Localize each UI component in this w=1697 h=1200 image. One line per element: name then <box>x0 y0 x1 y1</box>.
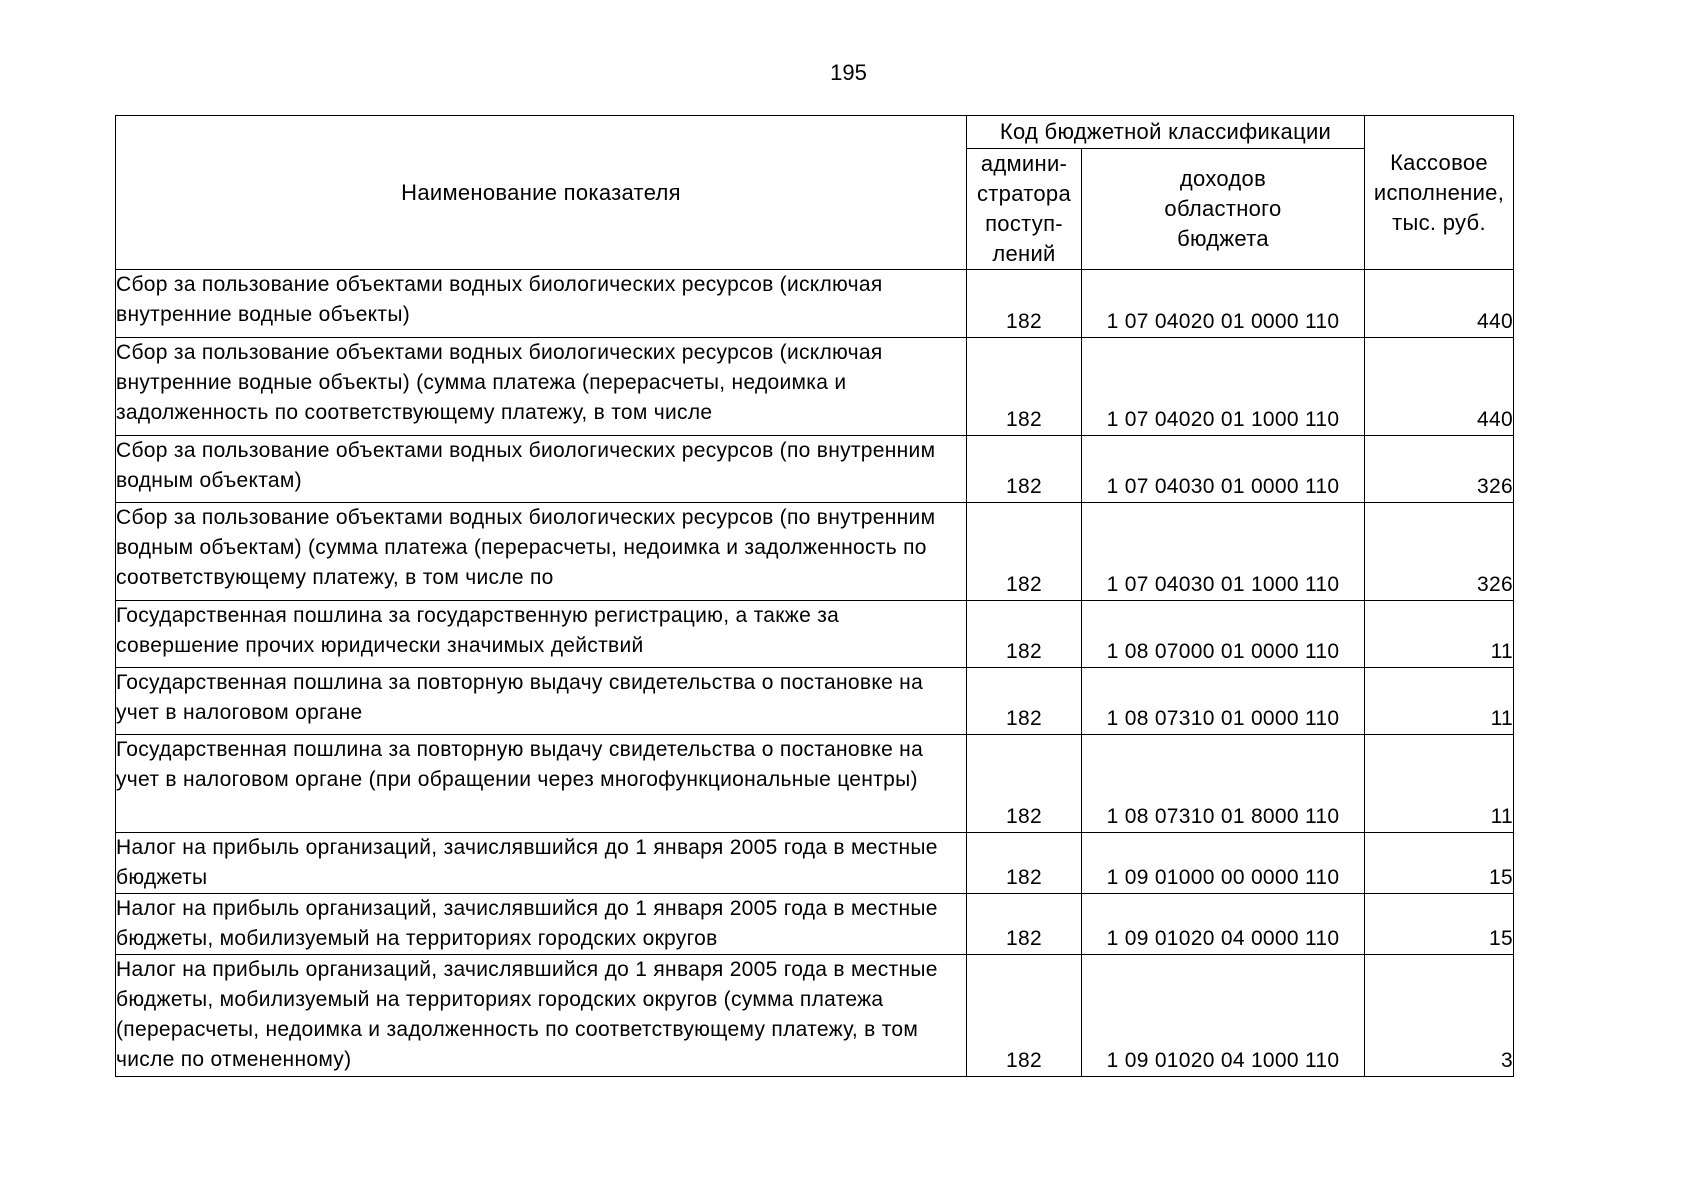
header-cash-execution <box>1365 116 1514 270</box>
budget-code-cell: 1 09 01020 04 0000 110 <box>1082 894 1365 955</box>
indicator-name-cell: Налог на прибыль организаций, зачислявшийся до 1 января 2005 года в местные бюджеты, мобилизуемый на территориях городских округов <box>116 894 967 955</box>
administrator-code-cell: 182 <box>967 955 1082 1077</box>
budget-code-cell: 1 08 07310 01 8000 110 <box>1082 735 1365 833</box>
amount-cell: 326 <box>1365 436 1514 503</box>
header-administrator <box>967 149 1082 270</box>
administrator-code-cell: 182 <box>967 601 1082 668</box>
indicator-name-cell: Сбор за пользование объектами водных биологических ресурсов (по внутренним водным объектам) <box>116 436 967 503</box>
administrator-code-cell: 182 <box>967 436 1082 503</box>
table-row <box>116 955 1514 1077</box>
table-row <box>116 894 1514 955</box>
administrator-code-cell: 182 <box>967 894 1082 955</box>
indicator-name-text: Сбор за пользование объектами водных биологических ресурсов (исключая внутренние водные объекты) (сумма платежа (перерасчеты, недоимка и задолженность по соответствующему платежу, в том числе <box>116 341 883 424</box>
budget-code-cell: 1 09 01000 00 0000 110 <box>1082 833 1365 894</box>
table-row <box>116 503 1514 601</box>
header-regional-income <box>1082 149 1365 270</box>
amount-cell: 3 <box>1365 955 1514 1077</box>
amount-cell: 11 <box>1365 735 1514 833</box>
indicator-name-cell: Государственная пошлина за повторную выдачу свидетельства о постановке на учет в налоговом органе <box>116 668 967 735</box>
amount-cell: 440 <box>1365 270 1514 338</box>
administrator-code-cell: 182 <box>967 503 1082 601</box>
amount-cell: 440 <box>1365 338 1514 436</box>
table-row <box>116 668 1514 735</box>
budget-code-cell: 1 07 04030 01 0000 110 <box>1082 436 1365 503</box>
budget-code-cell: 1 07 04020 01 1000 110 <box>1082 338 1365 436</box>
indicator-name-cell: Государственная пошлина за государственную регистрацию, а также за совершение прочих юридически значимых действий <box>116 601 967 668</box>
amount-cell: 15 <box>1365 894 1514 955</box>
indicator-name-cell <box>116 503 967 601</box>
amount-cell: 11 <box>1365 668 1514 735</box>
administrator-code-cell: 182 <box>967 735 1082 833</box>
header-cash-execution-text: Кассовое исполнение, тыс. руб. <box>1373 149 1505 235</box>
header-indicator-name: Наименование показателя <box>116 116 967 270</box>
administrator-code-cell: 182 <box>967 668 1082 735</box>
table-row <box>116 735 1514 833</box>
amount-cell: 11 <box>1365 601 1514 668</box>
budget-code-cell: 1 07 04030 01 1000 110 <box>1082 503 1365 601</box>
header-regional-income-text: доходов областного бюджета <box>1164 166 1282 251</box>
administrator-code-cell: 182 <box>967 338 1082 436</box>
header-classification-code: Код бюджетной классификации <box>967 116 1365 149</box>
budget-code-cell: 1 07 04020 01 0000 110 <box>1082 270 1365 338</box>
indicator-name-cell: Государственная пошлина за повторную выдачу свидетельства о постановке на учет в налоговом органе (при обращении через многофункциональные центры) <box>116 735 967 833</box>
budget-code-cell: 1 08 07310 01 0000 110 <box>1082 668 1365 735</box>
page-number: 195 <box>830 60 867 85</box>
indicator-name-text: Сбор за пользование объектами водных биологических ресурсов (по внутренним водным объектам) (сумма платежа (перерасчеты, недоимка и задолженность по соответствующему платежу, в том числе по <box>116 506 936 589</box>
amount-cell: 326 <box>1365 503 1514 601</box>
budget-revenue-table <box>115 115 1514 1077</box>
indicator-name-cell: Сбор за пользование объектами водных биологических ресурсов (исключая внутренние водные объекты) <box>116 270 967 338</box>
table-row <box>116 601 1514 668</box>
indicator-name-cell: Налог на прибыль организаций, зачислявшийся до 1 января 2005 года в местные бюджеты, мобилизуемый на территориях городских округов (сумма платежа (перерасчеты, недоимка и задолженность по соответствующему платежу, в том числе по отмененному) <box>116 955 967 1077</box>
table-row <box>116 270 1514 338</box>
budget-code-cell: 1 09 01020 04 1000 110 <box>1082 955 1365 1077</box>
indicator-name-cell <box>116 338 967 436</box>
administrator-code-cell: 182 <box>967 270 1082 338</box>
indicator-name-cell: Налог на прибыль организаций, зачислявшийся до 1 января 2005 года в местные бюджеты <box>116 833 967 894</box>
table-row <box>116 436 1514 503</box>
budget-code-cell: 1 08 07000 01 0000 110 <box>1082 601 1365 668</box>
amount-cell: 15 <box>1365 833 1514 894</box>
administrator-code-cell: 182 <box>967 833 1082 894</box>
table-row <box>116 833 1514 894</box>
table-row <box>116 338 1514 436</box>
header-administrator-text: админи- стратора поступ- лений <box>977 151 1071 266</box>
